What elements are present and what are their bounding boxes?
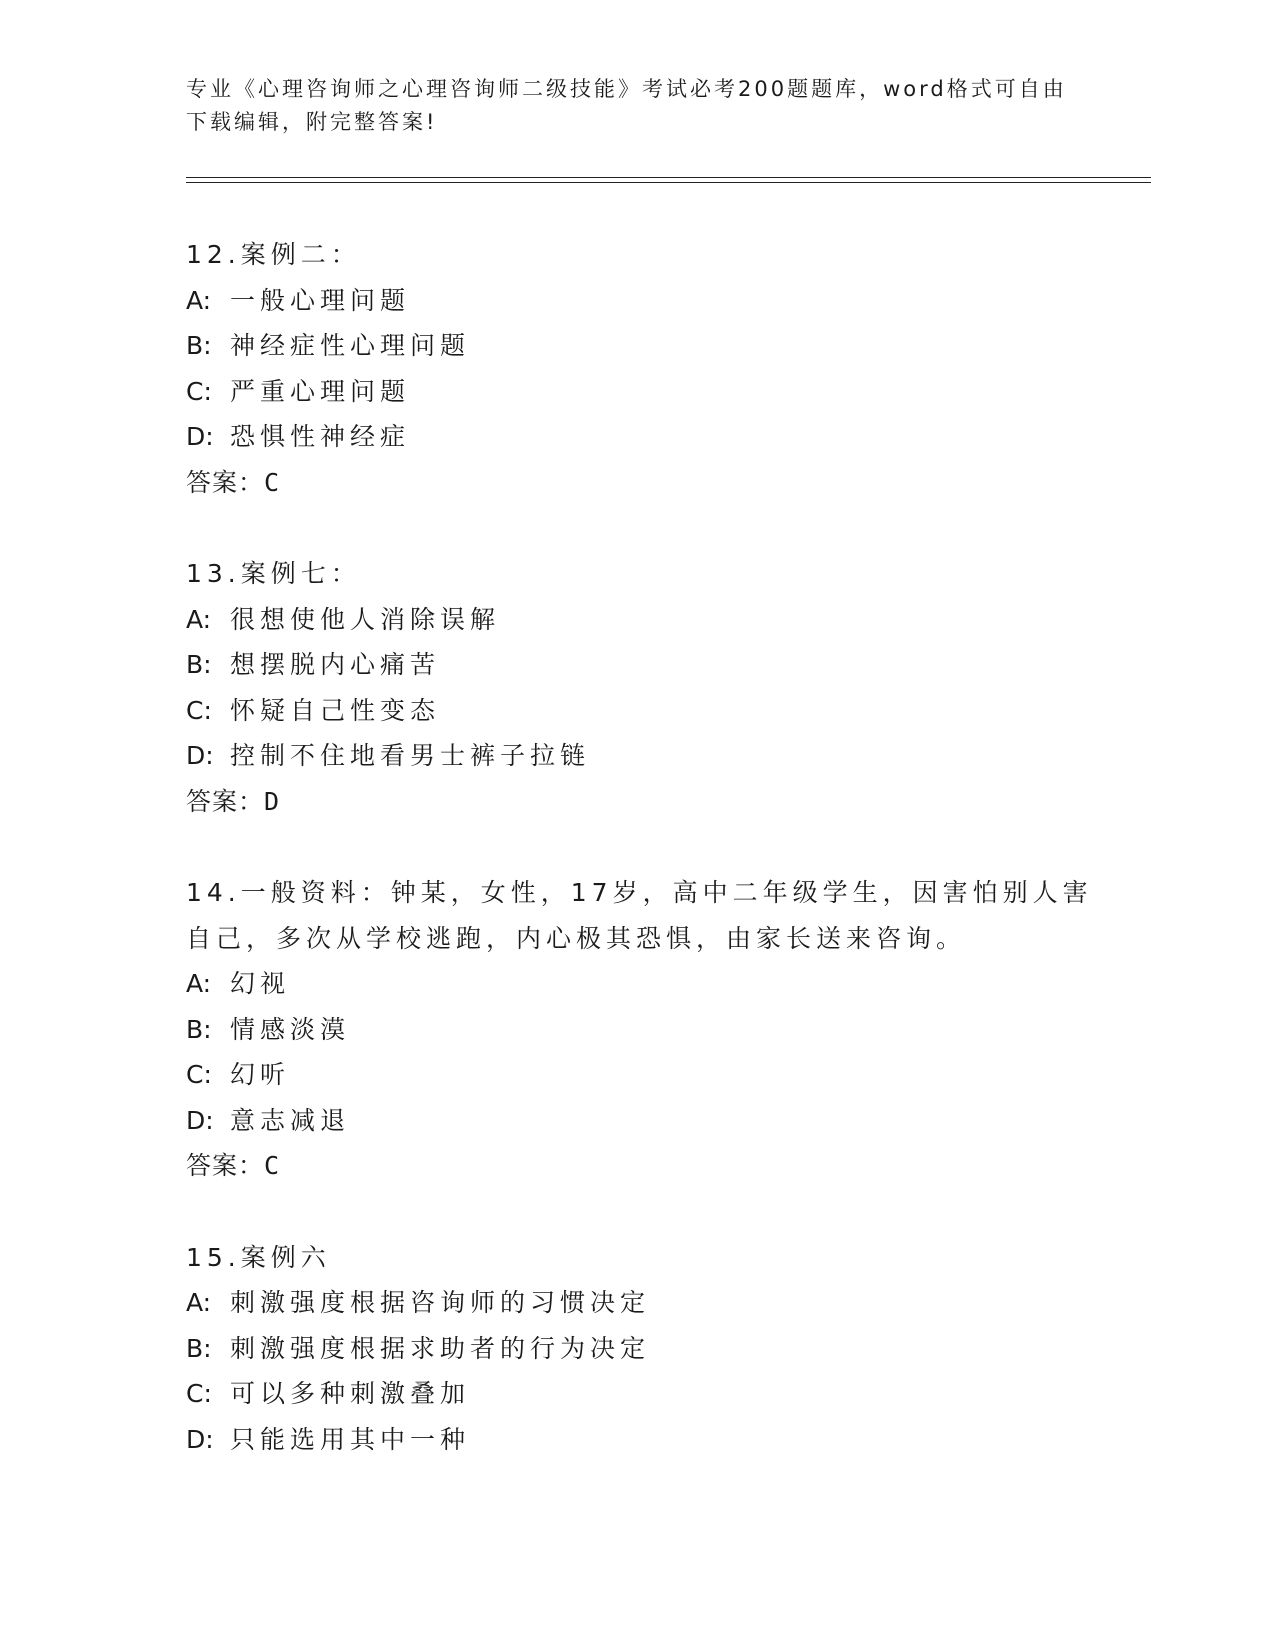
document-header: 专业《心理咨询师之心理咨询师二级技能》考试必考200题题库，word格式可自由下载编辑，附完整答案! xyxy=(186,77,1067,134)
option-b xyxy=(186,642,1116,688)
option-letter: B: xyxy=(186,1014,212,1044)
option-letter: D: xyxy=(186,741,214,770)
option-text: 严重心理问题 xyxy=(230,376,411,406)
answer-label: 答案： xyxy=(186,1151,265,1180)
option-text: 幻视 xyxy=(230,969,291,998)
option-letter: B: xyxy=(186,650,212,679)
option-d xyxy=(186,733,1116,779)
option-letter: D: xyxy=(186,1105,214,1135)
option-c xyxy=(186,1052,1116,1098)
option-d xyxy=(186,414,1116,460)
option-letter: A: xyxy=(186,1288,212,1317)
option-c xyxy=(186,688,1116,734)
header-rule-top xyxy=(186,177,1151,178)
answer-value: C xyxy=(264,467,281,497)
question-stem: 13.案例七： xyxy=(186,559,361,588)
option-letter: D: xyxy=(186,1424,214,1454)
option-letter: B: xyxy=(186,1333,212,1363)
option-text: 控制不住地看男士裤子拉链 xyxy=(230,741,591,770)
option-text: 神经症性心理问题 xyxy=(230,331,471,360)
option-b xyxy=(186,1326,1116,1372)
option-text: 恐惧性神经症 xyxy=(230,422,411,451)
answer-line xyxy=(186,460,1116,506)
question-list xyxy=(186,232,1116,1508)
option-text: 可以多种刺激叠加 xyxy=(230,1379,471,1408)
question-stem: 12.案例二： xyxy=(186,240,361,269)
option-text: 一般心理问题 xyxy=(230,285,411,315)
option-b xyxy=(186,1007,1116,1053)
option-b xyxy=(186,323,1116,369)
question-14 xyxy=(186,870,1116,1189)
option-text: 幻听 xyxy=(230,1060,291,1089)
option-c xyxy=(186,1371,1116,1417)
option-letter: C: xyxy=(186,1379,212,1408)
answer-value: C xyxy=(264,1151,281,1180)
option-text: 很想使他人消除误解 xyxy=(230,604,501,634)
option-letter: A: xyxy=(186,604,212,634)
question-13 xyxy=(186,551,1116,824)
answer-label: 答案： xyxy=(186,786,265,816)
option-text: 刺激强度根据求助者的行为决定 xyxy=(230,1333,651,1363)
option-text: 意志减退 xyxy=(230,1105,351,1135)
option-text: 情感淡漠 xyxy=(230,1014,351,1044)
option-text: 刺激强度根据咨询师的习惯决定 xyxy=(230,1288,651,1317)
option-letter: A: xyxy=(186,285,212,315)
option-letter: C: xyxy=(186,376,212,406)
answer-line xyxy=(186,779,1116,825)
question-15 xyxy=(186,1235,1116,1463)
option-text: 想摆脱内心痛苦 xyxy=(230,650,441,679)
option-text: 只能选用其中一种 xyxy=(230,1424,471,1454)
option-a xyxy=(186,597,1116,643)
question-12 xyxy=(186,232,1116,505)
option-letter: C: xyxy=(186,695,212,725)
question-stem: 14.一般资料：钟某，女性，17岁，高中二年级学生，因害怕别人害自己，多次从学校逃跑，内心极其恐惧，由家长送来咨询。 xyxy=(186,878,1093,953)
option-a xyxy=(186,961,1116,1007)
option-text: 怀疑自己性变态 xyxy=(230,695,441,725)
option-c xyxy=(186,369,1116,415)
answer-value: D xyxy=(264,786,281,816)
answer-line xyxy=(186,1143,1116,1189)
option-letter: B: xyxy=(186,331,212,360)
option-letter: C: xyxy=(186,1060,212,1089)
option-d xyxy=(186,1098,1116,1144)
question-stem: 15.案例六 xyxy=(186,1242,331,1272)
option-letter: D: xyxy=(186,422,214,451)
answer-label: 答案： xyxy=(186,467,265,497)
header-rule-bottom xyxy=(186,182,1151,183)
option-a xyxy=(186,278,1116,324)
option-letter: A: xyxy=(186,969,212,998)
option-a xyxy=(186,1280,1116,1326)
option-d xyxy=(186,1417,1116,1463)
